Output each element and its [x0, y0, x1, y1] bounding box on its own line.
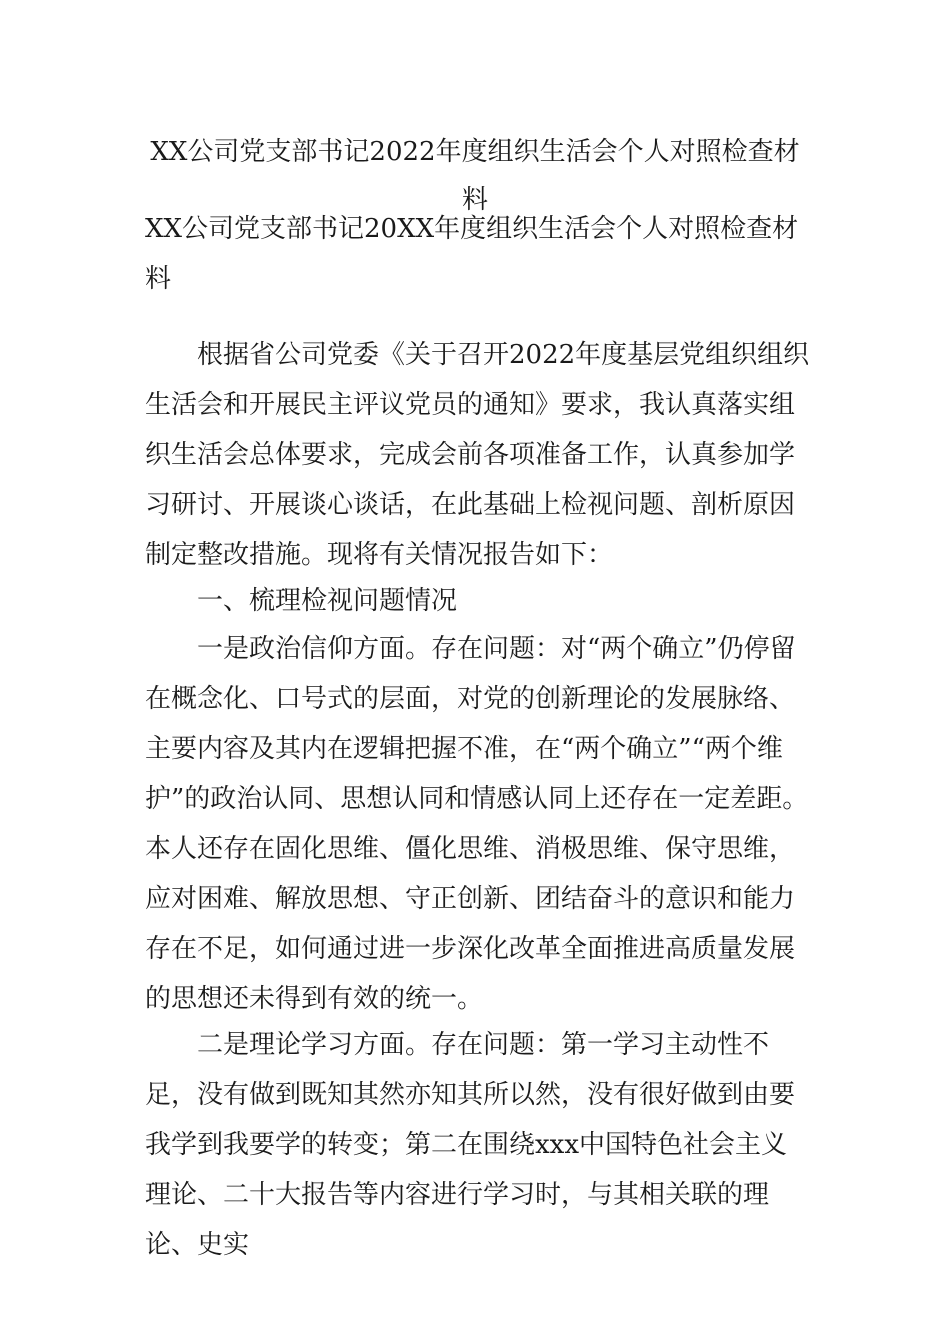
- intro-paragraph: 根据省公司党委《关于召开2022年度基层党组织组织生活会和开展民主评议党员的通知》要求，我认真落实组织生活会总体要求，完成会前各项准备工作，认真参加学习研讨、开展谈心谈话，在此基础上检视问题、剖析原因制定整改措施。现将有关情况报告如下：: [145, 340, 810, 570]
- theory-study-paragraph: 二是理论学习方面。存在问题：第一学习主动性不足，没有做到既知其然亦知其所以然，没有很好做到由要我学到我要学的转变；第二在围绕xxx中国特色社会主义理论、二十大报告等内容进行学习时，与其相关联的理论、史实: [145, 1030, 796, 1260]
- section-heading: 一、梳理检视问题情况: [197, 586, 458, 616]
- political-belief-paragraph: 一是政治信仰方面。存在问题：对“两个确立”仍停留在概念化、口号式的层面，对党的创新理论的发展脉络、主要内容及其内在逻辑把握不准，在“两个确立”“两个维护”的政治认同、思想认同和情感认同上还存在一定差距。本人还存在固化思维、僵化思维、消极思维、保守思维，应对困难、解放思想、守正创新、团结奋斗的意识和能力存在不足，如何通过进一步深化改革全面推进高质量发展的思想还未得到有效的统一。: [145, 634, 809, 1014]
- document-title: XX公司党支部书记2022年度组织生活会个人对照检查材料: [150, 137, 800, 215]
- document-subtitle: XX公司党支部书记20XX年度组织生活会个人对照检查材料: [145, 214, 799, 294]
